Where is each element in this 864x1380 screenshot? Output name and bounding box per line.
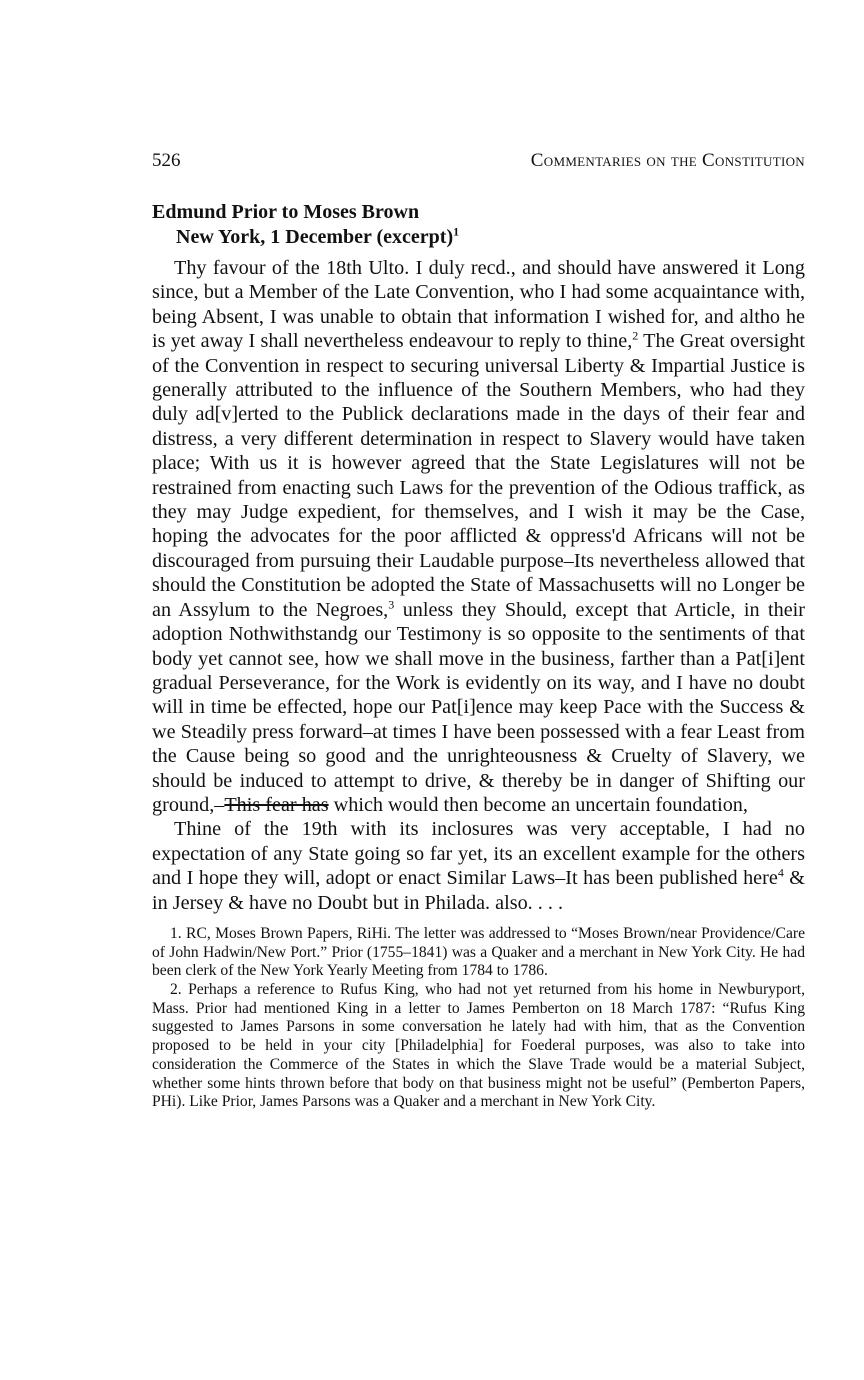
struck-text: This fear has [224,793,329,816]
document-page [152,150,805,1112]
footnote-ref-4: 4 [777,865,784,880]
heading-line-2 [152,225,805,250]
heading-place-date: New York, 1 December (excerpt) [176,226,454,248]
letter-body [152,256,805,915]
running-title: Commentaries on the Constitution [530,150,805,171]
heading-line-1: Edmund Prior to Moses Brown [152,201,420,223]
paragraph-2 [152,817,805,915]
paragraph-1 [152,256,805,817]
footnote-1: 1. RC, Moses Brown Papers, RiHi. The letter was addressed to “Moses Brown/near Providence/Care of John Hadwin/New Port.” Prior (1755–1841) was a Quaker and a merchant in New York City. He had been clerk of the New York Yearly Meeting from 1784 to 1786. [152,924,805,980]
footnote-ref-1: 1 [453,224,460,239]
paragraph-1-part-a: Thy favour of the 18th Ulto. I duly recd., and should have answered it Long since, but a Member of the Late Convention, who I had some acquaintance with, being Absent, I was unable to obtain that information I wished for, and altho he is yet away I shall nevertheless endeavour to reply to thine, [152,257,805,353]
paragraph-1-part-b: The Great oversight of the Convention in respect to securing universal Liberty & Impartial Justice is generally attributed to the influence of the Southern Members, who had they duly ad[v]erted to the Publick declarations made in the days of their fear and distress, a very different determination in respect to Slavery would have taken place; With us it is however agreed that the State Legislatures will not be restrained from enacting such Laws for the prevention of the Odious traffick, as they may Judge expedient, for themselves, and I wish it may be the Case, hoping the advocates for the poor afflicted & oppress'd Africans will not be discouraged from pursuing their Laudable purpose–Its nevertheless allowed that should the Constitution be adopted the State of Massachusetts will no Longer be an Assylum to the Negroes, [152,330,805,621]
paragraph-1-part-c: unless they Should, except that Article, in their adoption Nothwithstandg our Testimony is so opposite to the sentiments of that body yet cannot see, how we shall move in the business, farther than a Pat[i]ent gradual Perseverance, for the Work is evidently on its way, and I have no doubt will in time be effected, hope our Pat[i]ence may keep Pace with the Success & we Steadily press forward–at times I have been possessed with a fear Least from the Cause being so good and the unrighteousness & Cruelty of Slavery, we should be induced to attempt to drive, & thereby be in danger of Shifting our ground,– [152,598,805,816]
footnote-ref-2: 2 [632,328,639,343]
paragraph-2-part-b: & in Jersey & have no Doubt but in Philada. also. . . . [152,867,806,914]
footnote-2: 2. Perhaps a reference to Rufus King, who had not yet returned from his home in Newburyport, Mass. Prior had mentioned King in a letter to James Pemberton on 18 March 1787: “Rufus King suggested to James Parsons in some conversation he lately had with him, that as the Convention proposed to be held in your city [Philadelphia] for Foederal purposes, was also to take into consideration the Commerce of the States in which the Slave Trade would be a material Subject, whether some hints thrown before that body on that business might not be useful” (Pemberton Papers, PHi). Like Prior, James Parsons was a Quaker and a merchant in New York City. [152,981,805,1111]
footnote-ref-3: 3 [388,596,395,611]
page-number: 526 [152,150,181,171]
letter-heading [152,200,805,250]
paragraph-1-part-d: which would then become an uncertain foundation, [328,793,748,816]
running-head [152,150,805,172]
footnotes [152,925,805,1112]
paragraph-2-part-a: Thine of the 19th with its inclosures was very acceptable, I had no expectation of any State going so far yet, its an excellent example for the others and I hope they will, adopt or enact Similar Laws–It has been published here [152,818,805,890]
